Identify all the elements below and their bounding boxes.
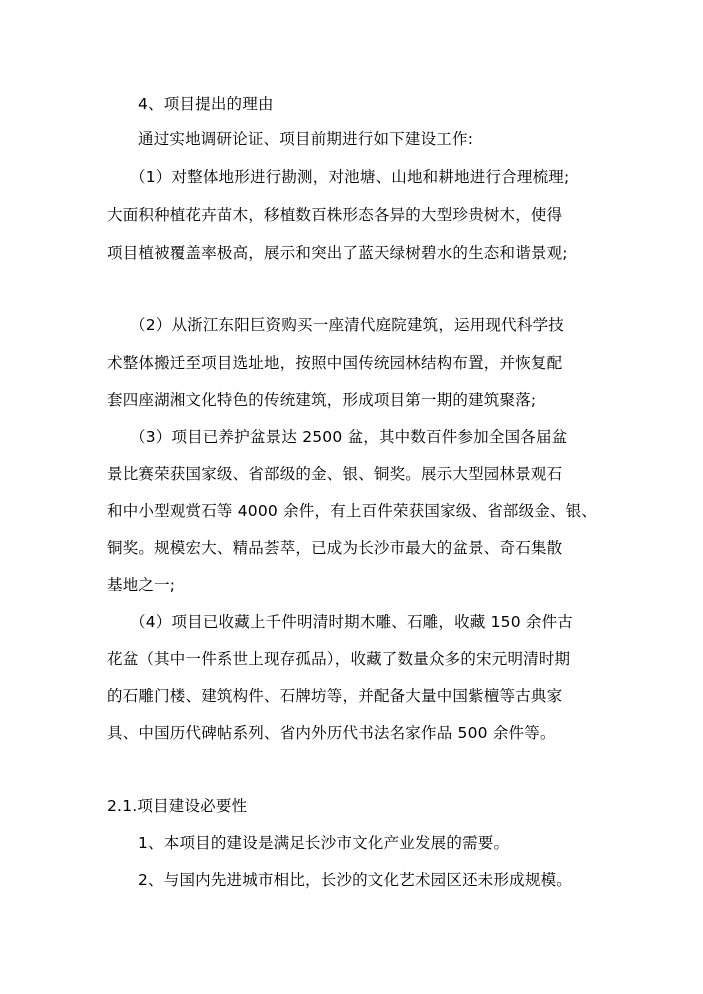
item4-line4: 具、中国历代碑帖系列、省内外历代书法名家作品 500 余件等。 [107,724,556,742]
item3-line3: 和中小型观赏石等 4000 余件，有上百件荣获国家级、省部级金、银、 [107,502,598,520]
item4-line3: 的石雕门楼、建筑构件、石牌坊等，并配备大量中国紫檀等古典家 [107,687,563,705]
section-heading-necessity: 2.1.项目建设必要性 [107,797,248,815]
item3-line2: 景比赛荣获国家级、省部级的金、银、铜奖。展示大型园林景观石 [107,465,563,483]
item1-line1: （1）对整体地形进行勘测，对池塘、山地和耕地进行合理梳理; [130,168,570,186]
item4-line2: 花盆（其中一件系世上现存孤品），收藏了数量众多的宋元明清时期 [107,650,571,668]
item2-line3: 套四座湖湘文化特色的传统建筑，形成项目第一期的建筑聚落; [107,391,537,409]
item1-line2: 大面积种植花卉苗木，移植数百株形态各异的大型珍贵树木，使得 [107,206,563,224]
item1-line3: 项目植被覆盖率极高，展示和突出了蓝天绿树碧水的生态和谐景观; [107,244,568,262]
necessity-point-2: 2、与国内先进城市相比，长沙的文化艺术园区还未形成规模。 [138,871,572,889]
intro-line: 通过实地调研论证、项目前期进行如下建设工作: [138,130,474,148]
necessity-point-1: 1、本项目的建设是满足长沙市文化产业发展的需要。 [138,834,510,852]
item3-line4: 铜奖。规模宏大、精品荟萃，已成为长沙市最大的盆景、奇石集散 [107,539,563,557]
item3-line5: 基地之一; [107,576,176,594]
item3-line1: （3）项目已养护盆景达 2500 盆，其中数百件参加全国各届盆 [130,428,568,446]
item2-line2: 术整体搬迁至项目选址地，按照中国传统园林结构布置，并恢复配 [107,354,563,372]
item2-line1: （2）从浙江东阳巨资购买一座清代庭院建筑，运用现代科学技 [130,316,564,334]
heading-project-reasons: 4、项目提出的理由 [138,95,274,113]
item4-line1: （4）项目已收藏上千件明清时期木雕、石雕，收藏 150 余件古 [130,613,574,631]
